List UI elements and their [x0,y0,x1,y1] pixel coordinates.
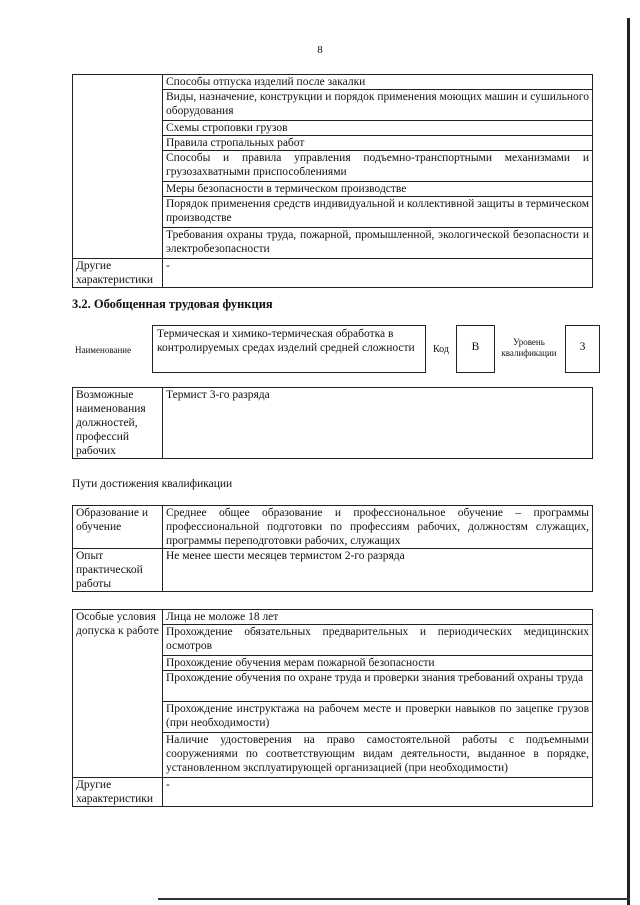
positions-table [72,387,593,459]
knowledge-row: Правила стропальных работ [163,136,593,151]
code-label: Код [433,344,449,355]
knowledge-row: Требования охраны труда, пожарной, промышленной, экологической безопасности и электробезопасности [163,228,593,259]
knowledge-row: Меры безопасности в термическом производстве [163,182,593,197]
level-label: Уровень квалификации [501,337,557,358]
knowledge-row: Схемы строповки грузов [163,121,593,136]
code-box [456,325,495,373]
knowledge-row: Способы отпуска изделий после закалки [163,75,593,90]
page-edge-bottom [158,898,630,900]
positions-value: Термист 3-го разряда [163,388,593,459]
education-table [72,505,593,592]
admission-other-value: - [163,778,593,807]
page-edge-right [627,18,630,905]
page-number: 8 [317,44,323,56]
admission-item: Прохождение обучения мерам пожарной безопасности [163,656,593,671]
level-value: 3 [579,341,586,353]
admission-item: Прохождение инструктажа на рабочем месте и проверки навыков по зацепке грузов (при необходимости) [163,702,593,733]
experience-value: Не менее шести месяцев термистом 2-го разряда [163,549,593,592]
knowledge-row: Порядок применения средств индивидуальной и коллективной защиты в термическом производстве [163,197,593,228]
function-name-box [152,325,426,373]
code-value: B [471,341,480,353]
knowledge-row: Виды, назначение, конструкции и порядок применения моющих машин и сушильного оборудования [163,90,593,121]
knowledge-label-cell [73,75,163,259]
function-name-value: Термическая и химико-термическая обработка в контролируемых средах изделий средней сложности [157,328,415,354]
admission-item: Прохождение обязательных предварительных и периодических медицинских осмотров [163,625,593,656]
admission-item: Наличие удостоверения на право самостоятельной работы с подъемными сооружениями по соответствующим видам деятельности, выданное в порядке, установленном эксплуатирующей организацией (при необходимости) [163,733,593,778]
knowledge-row: Способы и правила управления подъемно-транспортными механизмами и грузозахватными приспособлениями [163,151,593,182]
name-label: Наименование [75,345,132,355]
knowledge-table [72,74,593,288]
level-box [565,325,600,373]
other-characteristics-value: - [163,259,593,288]
admission-item: Прохождение обучения по охране труда и проверки знания требований охраны труда [163,671,593,702]
admission-other-label: Другие характеристики [73,778,163,807]
education-value: Среднее общее образование и профессиональное обучение – программы профессиональной подготовки по профессиям рабочих, должностям служащих, программы переподготовки рабочих, служащих [163,506,593,549]
qualification-paths-title: Пути достижения квалификации [72,478,233,490]
education-label: Образование и обучение [73,506,163,549]
experience-label: Опыт практической работы [73,549,163,592]
admission-label: Особые условия допуска к работе [73,610,163,778]
admission-table [72,609,593,807]
admission-item: Лица не моложе 18 лет [163,610,593,625]
positions-label: Возможные наименования должностей, профессий рабочих [73,388,163,459]
section-heading: 3.2. Обобщенная трудовая функция [72,297,273,311]
other-characteristics-label: Другие характеристики [73,259,163,288]
